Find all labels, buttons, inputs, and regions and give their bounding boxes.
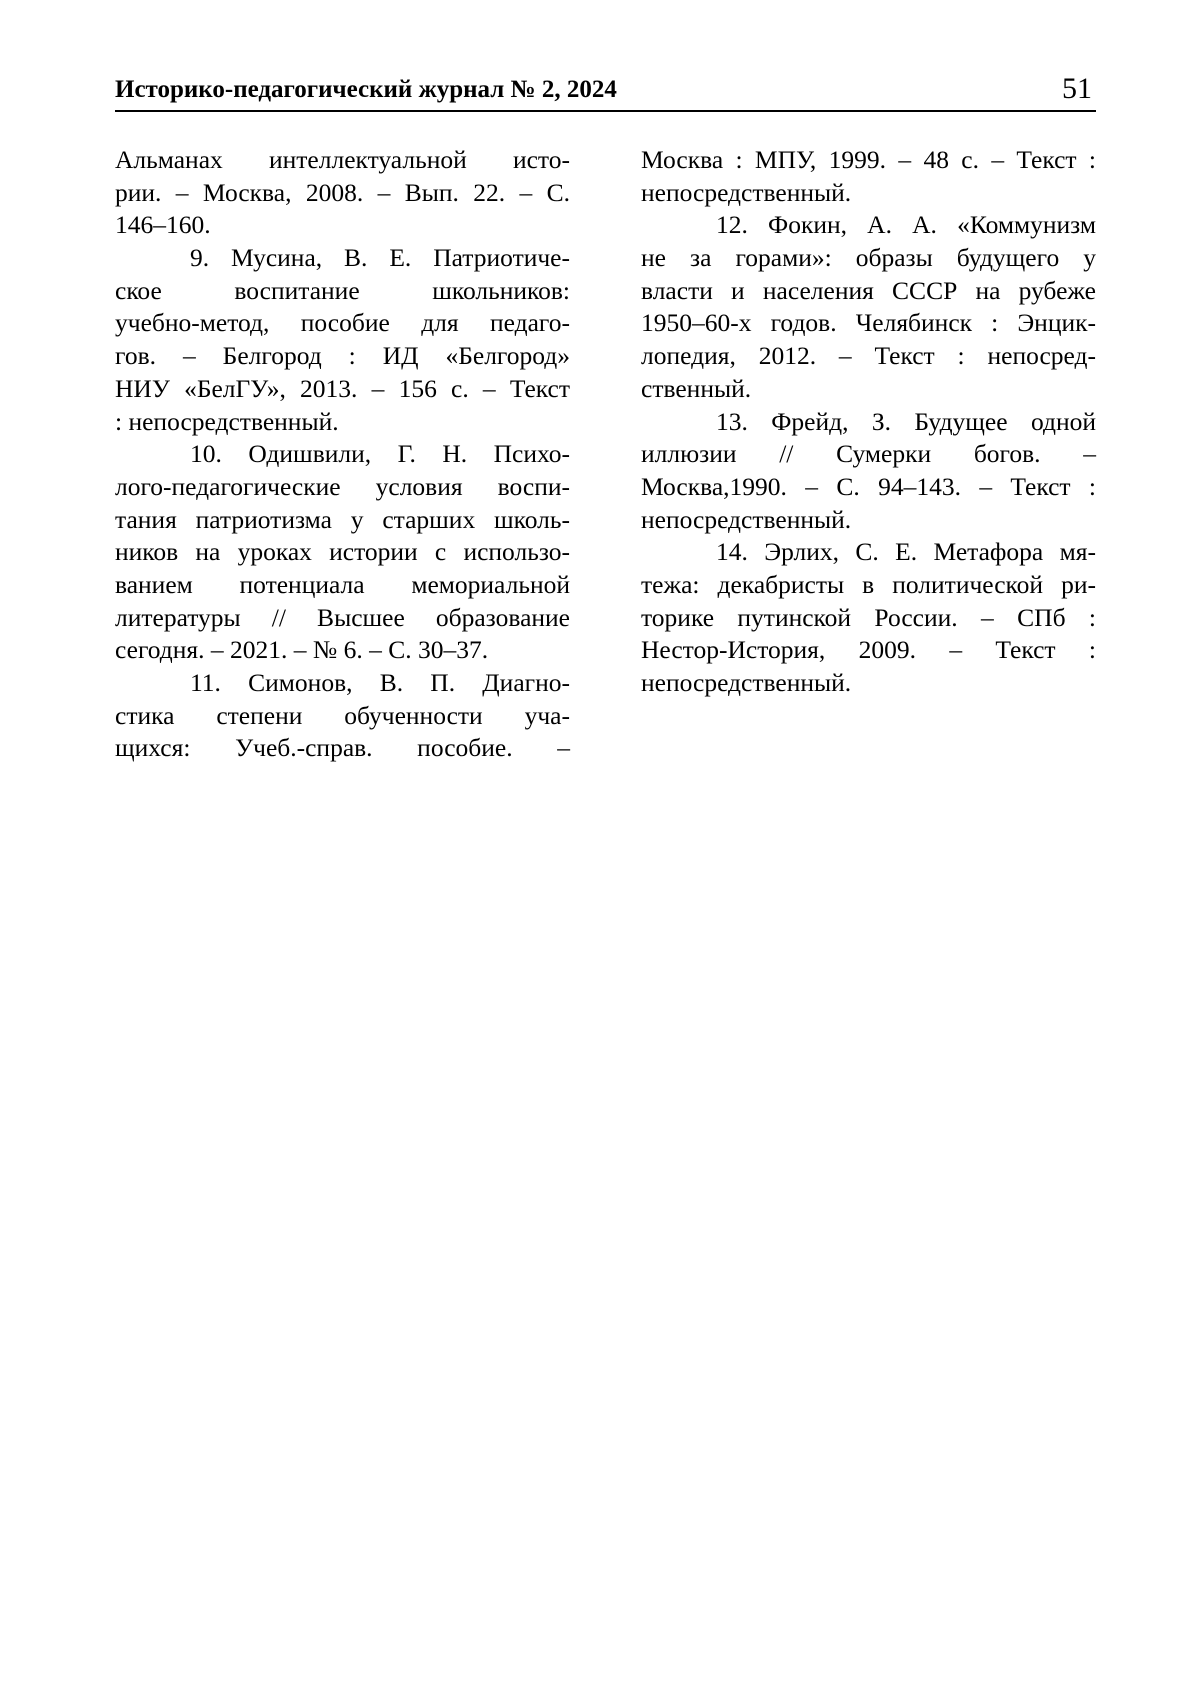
reference-line: лопедия, 2012. – Текст : непосред-: [641, 341, 1096, 371]
reference-line: Москва,1990. – С. 94–143. – Текст :: [641, 471, 1096, 501]
header-rule: [115, 110, 1096, 112]
reference-line: 12. Фокин, А. А. «Коммунизм: [716, 210, 1096, 240]
reference-line: 10. Одишвили, Г. Н. Психо-: [190, 439, 570, 469]
reference-line: гов. – Белгород : ИД «Белгород»: [115, 341, 570, 371]
reference-line: 1950–60-х годов. Челябинск : Энцик-: [641, 308, 1096, 338]
reference-line: 11. Симонов, В. П. Диагно-: [190, 668, 570, 697]
reference-line: рии. – Москва, 2008. – Вып. 22. – С.: [115, 177, 570, 207]
reference-line: тания патриотизма у старших школь-: [115, 504, 570, 534]
reference-line: ванием потенциала мемориальной: [115, 569, 570, 599]
reference-line: 9. Мусина, В. Е. Патриотиче-: [190, 243, 570, 273]
page-number: 51: [1062, 72, 1092, 105]
reference-line: НИУ «БелГУ», 2013. – 156 с. – Текст: [115, 373, 570, 403]
running-head: [115, 72, 1096, 108]
reference-line: иллюзии // Сумерки богов. –: [641, 439, 1096, 469]
reference-line: непосредственный.: [641, 668, 852, 697]
reference-line: лого-педагогические условия воспи-: [115, 471, 570, 501]
reference-line: : непосредственный.: [115, 406, 339, 436]
reference-line: власти и населения СССР на рубеже: [641, 275, 1096, 305]
reference-line: непосредственный.: [641, 177, 852, 207]
reference-line: Альманах интеллектуальной исто-: [115, 145, 570, 174]
journal-title: Историко-педагогический журнал № 2, 2024: [115, 76, 617, 103]
reference-line: литературы // Высшее образование: [115, 602, 570, 632]
reference-line: сегодня. – 2021. – № 6. – С. 30–37.: [115, 635, 489, 665]
reference-line: щихся: Учеб.-справ. пособие. –: [115, 733, 570, 763]
reference-line: 13. Фрейд, З. Будущее одной: [716, 406, 1096, 436]
left-column: [115, 144, 570, 765]
reference-line: Нестор-История, 2009. – Текст :: [641, 635, 1096, 665]
reference-line: 146–160.: [115, 210, 211, 240]
reference-line: тежа: декабристы в политической ри-: [641, 569, 1096, 599]
reference-line: ственный.: [641, 373, 752, 403]
reference-line: ское воспитание школьников:: [115, 275, 570, 305]
reference-line: ников на уроках истории с использо-: [115, 537, 570, 567]
reference-line: торике путинской России. – СПб :: [641, 602, 1096, 632]
reference-line: стика степени обученности уча-: [115, 700, 570, 730]
right-column: [641, 144, 1096, 700]
reference-line: не за горами»: образы будущего у: [641, 243, 1096, 273]
reference-line: учебно-метод, пособие для педаго-: [115, 308, 570, 338]
reference-line: Москва : МПУ, 1999. – 48 с. – Текст :: [641, 145, 1096, 174]
reference-line: непосредственный.: [641, 504, 852, 534]
reference-line: 14. Эрлих, С. Е. Метафора мя-: [716, 537, 1096, 567]
